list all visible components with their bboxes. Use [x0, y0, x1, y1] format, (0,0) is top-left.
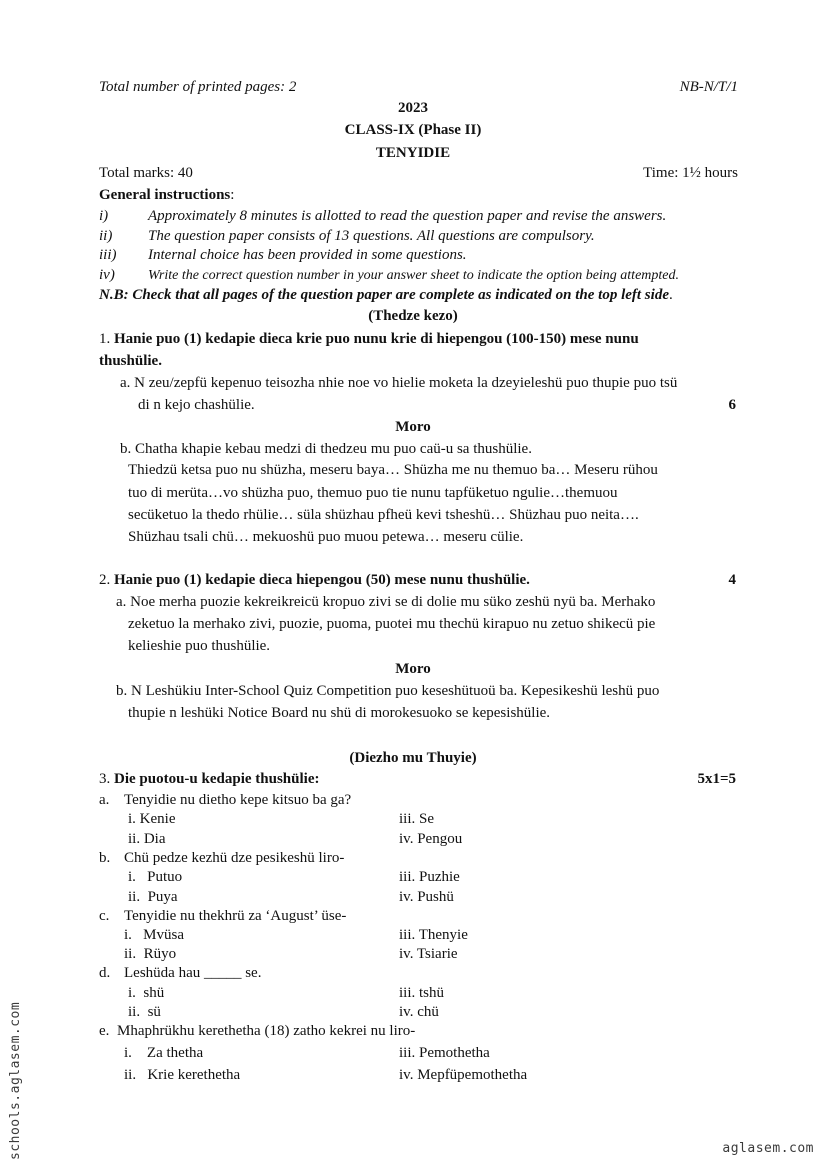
- question-2-number: 2.: [99, 572, 114, 588]
- footer-watermark: aglasem.com: [722, 1141, 814, 1156]
- mcq-question: Tenyidie nu thekhrü za ‘August’ üse-: [124, 908, 347, 924]
- mcq-option: iii. Puzhie: [399, 869, 460, 885]
- question-2a-line: a. Noe merha puozie kekreikreicü kropuo zivi se di dolie mu süko zeshü nyü ba. Merhako: [116, 594, 656, 610]
- question-3-line: [99, 771, 319, 788]
- mcq-option: iv. Pengou: [399, 831, 463, 847]
- nb-period: .: [668, 287, 673, 303]
- question-1a-line2: di n kejo chashülie.: [138, 397, 255, 413]
- nb-note: [99, 287, 673, 304]
- question-1-number: 1.: [99, 331, 114, 347]
- question-3-text: Die puotou-u kedapie thushülie:: [114, 771, 320, 787]
- instruction-text: Approximately 8 minutes is allotted to read the question paper and revise the answers.: [148, 208, 667, 224]
- mcq-label: e.: [99, 1023, 110, 1039]
- instructions-title: General instructions: [99, 187, 231, 203]
- or-label: Moro: [395, 419, 431, 435]
- mcq-option: iii. Pemothetha: [399, 1045, 490, 1061]
- paper-code: NB-N/T/1: [679, 79, 738, 95]
- mcq-option: i. Za thetha: [124, 1045, 204, 1061]
- instruction-number: iii): [99, 247, 117, 263]
- section-title-diezho: (Diezho mu Thuyie): [349, 750, 477, 766]
- question-3-number: 3.: [99, 771, 114, 787]
- question-2b-line: thupie n leshüki Notice Board nu shü di morokesuoko se kepesishülie.: [128, 705, 551, 721]
- mcq-option: iii. Se: [399, 811, 435, 827]
- section-title-thedze: (Thedze kezo): [368, 308, 458, 324]
- question-2a-line: zeketuo la merhako zivi, puozie, puoma, puotei mu thechü kirapuo nu zetuo shikecü pie: [128, 616, 656, 632]
- mcq-option: i. shü: [128, 985, 165, 1001]
- mcq-option: i. Mvüsa: [124, 927, 184, 943]
- printed-pages-note: Total number of printed pages: 2: [99, 79, 297, 95]
- instruction-text: Write the correct question number in your answer sheet to indicate the option being attempted.: [148, 268, 680, 283]
- question-1-text: Hanie puo (1) kedapie dieca krie puo nunu krie di hiepengou (100-150) mese nunu: [114, 331, 639, 347]
- mcq-option: ii. Rüyo: [124, 946, 177, 962]
- question-1-marks: 6: [728, 397, 736, 413]
- nb-text: N.B: Check that all pages of the question paper are complete as indicated on the top left side: [99, 287, 669, 303]
- mcq-option: ii. Puya: [128, 889, 178, 905]
- exam-year: 2023: [398, 100, 428, 116]
- poem-line: secüketuo la thedo rhülie… süla shüzhau pfheü kevi tsheshü… Shüzhau puo neita….: [128, 507, 639, 523]
- poem-line: Thiedzü ketsa puo nu shüzha, meseru baya… Shüzha me nu themuo ba… Meseru rühou: [128, 462, 658, 478]
- mcq-option: i. Putuo: [128, 869, 183, 885]
- instruction-text: Internal choice has been provided in some questions.: [148, 247, 467, 263]
- question-2-text: Hanie puo (1) kedapie dieca hiepengou (50) mese nunu thushülie.: [114, 572, 530, 588]
- question-3-marks: 5x1=5: [697, 771, 736, 787]
- mcq-label: b.: [99, 850, 111, 866]
- mcq-option: iv. Tsiarie: [399, 946, 458, 962]
- mcq-option: iv. Mepfüpemothetha: [399, 1067, 528, 1083]
- mcq-label: a.: [99, 792, 110, 808]
- instruction-number: iv): [99, 267, 115, 283]
- subject-title: TENYIDIE: [375, 145, 451, 161]
- mcq-option: i. Kenie: [128, 811, 176, 827]
- mcq-option: iv. chü: [399, 1004, 439, 1020]
- instructions-colon: :: [230, 187, 235, 203]
- mcq-option: ii. Krie kerethetha: [124, 1067, 241, 1083]
- question-2a-line: kelieshie puo thushülie.: [128, 638, 271, 654]
- question-2b-line: b. N Leshükiu Inter-School Quiz Competition puo keseshütuoü ba. Kepesikeshü leshü puo: [116, 683, 660, 699]
- question-2-marks: 4: [728, 572, 736, 588]
- mcq-label: c.: [99, 908, 110, 924]
- question-1b-line1: b. Chatha khapie kebau medzi di thedzeu mu puo caü-u sa thushülie.: [120, 441, 532, 457]
- mcq-label: d.: [99, 965, 111, 981]
- question-2-line: [99, 572, 530, 589]
- question-1a-line1: a. N zeu/zepfü kepenuo teisozha nhie noe vo hielie moketa la dzeyieleshü puo thupie puo tsü: [120, 375, 678, 391]
- mcq-option: iii. tshü: [399, 985, 445, 1001]
- mcq-option: iii. Thenyie: [399, 927, 468, 943]
- class-title: CLASS-IX (Phase II): [344, 122, 482, 138]
- instruction-text: The question paper consists of 13 questions. All questions are compulsory.: [148, 228, 595, 244]
- mcq-option: ii. Dia: [128, 831, 166, 847]
- mcq-question: Leshüda hau _____ se.: [124, 965, 262, 981]
- poem-line: Shüzhau tsali chü… mekuoshü puo muou petewa… meseru cülie.: [128, 529, 524, 545]
- or-label: Moro: [395, 661, 431, 677]
- total-marks: Total marks: 40: [99, 165, 193, 181]
- side-watermark: schools.aglasem.com: [8, 1001, 23, 1160]
- instruction-number: ii): [99, 228, 113, 244]
- mcq-question: Chü pedze kezhü dze pesikeshü liro-: [124, 850, 345, 866]
- mcq-question: Mhaphrükhu kerethetha (18) zatho kekrei nu liro-: [117, 1023, 416, 1039]
- instructions-heading: [99, 187, 234, 204]
- mcq-question: Tenyidie nu dietho kepe kitsuo ba ga?: [124, 792, 352, 808]
- poem-line: tuo di merüta…vo shüzha puo, themuo puo tie nunu tapfüketuo ngulie…themuou: [128, 485, 618, 501]
- instruction-number: i): [99, 208, 109, 224]
- mcq-option: ii. sü: [128, 1004, 161, 1020]
- question-1-line: [99, 331, 639, 348]
- mcq-option: iv. Pushü: [399, 889, 454, 905]
- question-1-line2: thushülie.: [99, 353, 162, 369]
- time-allowed: Time: 1½ hours: [643, 165, 738, 181]
